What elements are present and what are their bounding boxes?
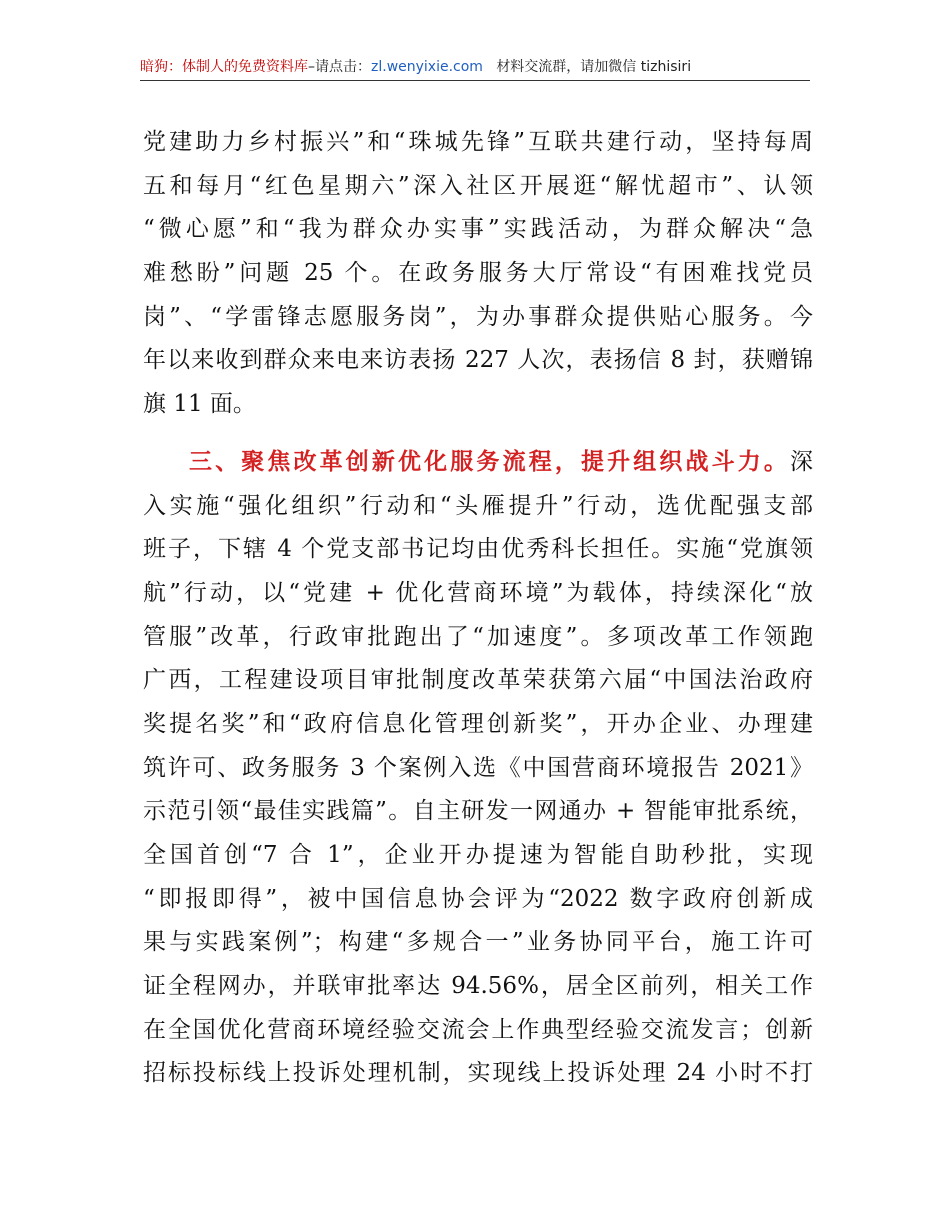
paragraph-gap — [143, 427, 813, 441]
text-line: 入实施“强化组织”行动和“头雁提升”行动，选优配强支部 — [143, 492, 813, 519]
text-line: 招标投标线上投诉处理机制，实现线上投诉处理 24 小时不打 — [143, 1060, 813, 1087]
page-header — [140, 57, 810, 81]
wechat-group-note: 材料交流群，请加微信 tizhisiri — [496, 59, 692, 75]
text-line: 在全国优化营商环境经验交流会上作典型经验交流发言；创新 — [143, 1016, 813, 1043]
text-line: 岗”、“学雷锋志愿服务岗”，为办事群众提供贴心服务。今 — [143, 303, 813, 330]
heading-line — [143, 441, 813, 485]
header-spacer — [483, 59, 496, 75]
text-line: 难愁盼”问题 25 个。在政务服务大厅常设“有困难找党员 — [143, 260, 813, 287]
text-line: 全国首创“7 合 1”，企业开办提速为智能自助秒批，实现 — [143, 842, 813, 868]
text-line: 党建助力乡村振兴”和“珠城先锋”互联共建行动，坚持每周 — [143, 129, 813, 155]
paragraph-2 — [143, 441, 813, 1096]
text-line: 旗 11 面。 — [143, 391, 256, 418]
text-line: 航”行动，以“党建 + 优化营商环境”为载体，持续深化“放 — [143, 579, 813, 606]
site-name: 暗狗：体制人的免费资料库 — [140, 59, 308, 75]
text-line: 年以来收到群众来电来访表扬 227 人次，表扬信 8 封，获赠锦 — [143, 347, 813, 374]
text-line: 奖提名奖”和“政府信息化管理创新奖”，开办企业、办理建 — [143, 710, 813, 737]
document-body — [143, 121, 813, 1096]
text-line: 管服”改革，行政审批跑出了“加速度”。多项改革工作领跑 — [143, 623, 813, 650]
heading-line-continuation: 深 — [790, 448, 813, 475]
text-line: “微心愿”和“我为群众办实事”实践活动，为群众解决“急 — [143, 216, 813, 243]
text-line: 广西，工程建设项目审批制度改革荣获第六届“中国法治政府 — [143, 667, 813, 694]
paragraph-1 — [143, 121, 813, 427]
section-heading: 三、聚焦改革创新优化服务流程，提升组织战斗力。 — [189, 448, 790, 475]
text-line: 筑许可、政务服务 3 个案例入选《中国营商环境报告 2021》 — [143, 754, 813, 781]
site-link[interactable]: zl.wenyixie.com — [371, 59, 483, 75]
text-line: 五和每月“红色星期六”深入社区开展逛“解忧超市”、认领 — [143, 172, 813, 199]
text-line: 果与实践案例”；构建“多规合一”业务协同平台，施工许可 — [143, 929, 813, 956]
text-line: “即报即得”，被中国信息协会评为“2022 数字政府创新成 — [143, 885, 813, 912]
text-line: 证全程网办，并联审批率达 94.56%，居全区前列，相关工作 — [143, 973, 813, 1000]
header-divider — [140, 80, 810, 81]
text-line: 班子，下辖 4 个党支部书记均由优秀科长担任。实施“党旗领 — [143, 536, 813, 563]
text-line: 示范引领“最佳实践篇”。自主研发一网通办 + 智能审批系统， — [143, 798, 813, 825]
click-prompt: –请点击： — [308, 59, 371, 75]
